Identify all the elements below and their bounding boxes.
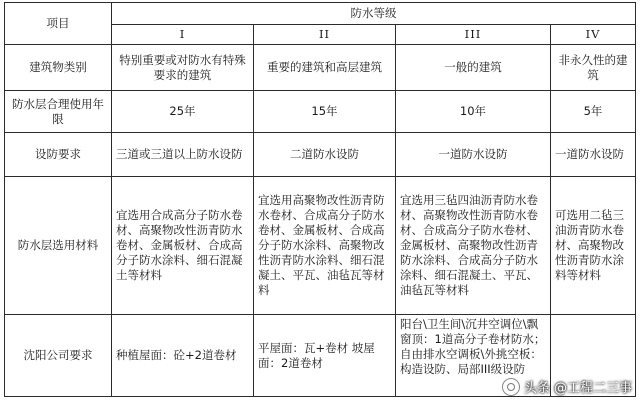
cell: 一道防水设防 bbox=[551, 133, 636, 177]
cell: 非永久性的建筑 bbox=[551, 45, 636, 91]
row-fortification bbox=[5, 133, 636, 177]
header-item: 项目 bbox=[5, 3, 112, 45]
cell: 二道防水设防 bbox=[254, 133, 396, 177]
cell: 宜选用高聚物改性沥青防水卷材、合成高分子防水卷材、金属板材、合成高分子防水涂料、高聚物改性沥青防水涂料、细石混凝土、平瓦、油毡瓦等材料 bbox=[254, 177, 396, 315]
row-label: 建筑物类别 bbox=[5, 45, 112, 91]
row-label: 设防要求 bbox=[5, 133, 112, 177]
cell: 5年 bbox=[551, 91, 636, 133]
cell: 阳台\卫生间\沉井空调位\飘窗顶：1道高分子卷材防水；自由排水空调板\外挑空板：构造设防、局部III级设防 bbox=[396, 315, 551, 397]
watermark-text: 头条 @工程二三事 bbox=[523, 381, 632, 396]
cell: 可选用二毡三油沥青防水卷材、高聚物改性沥青防水涂料等材料 bbox=[551, 177, 636, 315]
cell: 特别重要或对防水有特殊要求的建筑 bbox=[112, 45, 254, 91]
row-building-category bbox=[5, 45, 636, 91]
cell: 10年 bbox=[396, 91, 551, 133]
watermark bbox=[502, 377, 632, 396]
waterproof-grade-table bbox=[4, 2, 636, 397]
camera-icon bbox=[502, 378, 520, 396]
row-label: 防水层合理使用年限 bbox=[5, 91, 112, 133]
cell: 平屋面：瓦+卷材 坡屋面：2道卷材 bbox=[254, 315, 396, 397]
cell: 25年 bbox=[112, 91, 254, 133]
cell: 一道防水设防 bbox=[396, 133, 551, 177]
cell: 15年 bbox=[254, 91, 396, 133]
grade-2: II bbox=[254, 25, 396, 45]
header-row-1 bbox=[5, 3, 636, 25]
row-label: 沈阳公司要求 bbox=[5, 315, 112, 397]
row-service-life bbox=[5, 91, 636, 133]
row-label: 防水层选用材料 bbox=[5, 177, 112, 315]
grade-4: IV bbox=[551, 25, 636, 45]
cell: 重要的建筑和高层建筑 bbox=[254, 45, 396, 91]
cell: 种植屋面：砼+2道卷材 bbox=[112, 315, 254, 397]
grade-3: III bbox=[396, 25, 551, 45]
row-materials bbox=[5, 177, 636, 315]
header-grade-title: 防水等级 bbox=[112, 3, 636, 25]
cell: 三道或三道以上防水设防 bbox=[112, 133, 254, 177]
cell: 一般的建筑 bbox=[396, 45, 551, 91]
cell: 宜选用三毡四油沥青防水卷材、高聚物改性沥青防水卷材、合成高分子防水卷材、金属板材、高聚物改性沥青防水涂料、合成高分子防水涂料、细石混凝土、平瓦、油毡瓦等材料 bbox=[396, 177, 551, 315]
grade-1: I bbox=[112, 25, 254, 45]
cell: 宜选用合成高分子防水卷材、高聚物改性沥青防水卷材、金属板材、合成高分子防水涂料、细石混凝土等材料 bbox=[112, 177, 254, 315]
